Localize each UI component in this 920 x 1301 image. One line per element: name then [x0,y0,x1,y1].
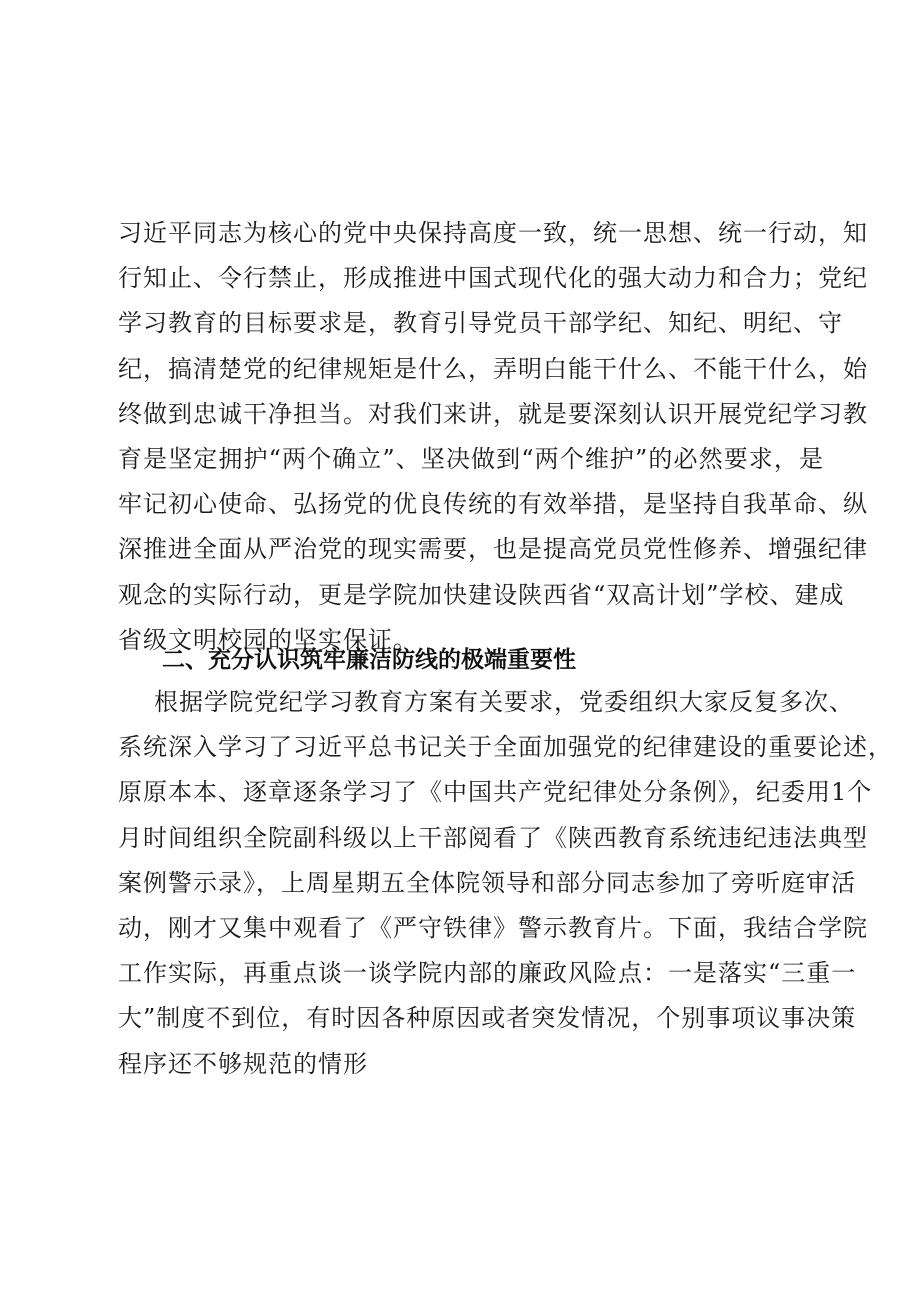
text-line: 行知止、令行禁止，形成推进中国式现代化的强大动力和合力；党纪 [118,264,868,293]
section-heading-block [118,637,824,683]
text-line: 大”制度不到位，有时因各种原因或者突发情况，个别事项议事决策 [118,1004,857,1033]
text-line: 根据学院党纪学习教育方案有关要求，党委组织大家反复多次、 [154,688,854,716]
text-line: 案例警示录》，上周星期五全体院领导和部分同志参加了旁听庭审活 [118,868,856,897]
text-line: 终做到忠诚干净担当。对我们来讲，就是要深刻认识开展党纪学习教 [118,399,868,428]
text-line: 习近平同志为核心的党中央保持高度一致，统一思想、统一行动，知 [118,219,868,247]
text-line: 动，刚才又集中观看了《严守铁律》警示教育片。下面，我结合学院 [118,913,868,942]
text-line: 观念的实际行动，更是学院加快建设陕西省“双高计划”学校、建成 [118,580,845,609]
paragraph-body [118,680,893,1087]
paragraph-continuation [118,211,868,663]
text-line: 学习教育的目标要求是，教育引导党员干部学纪、知纪、明纪、守 [118,309,843,338]
text-line: 纪，搞清楚党的纪律规矩是什么，弄明白能干什么、不能干什么，始 [118,354,868,383]
text-line: 牢记初心使命、弘扬党的优良传统的有效举措，是坚持自我革命、纵 [118,490,868,519]
text-line: 原原本本、逐章逐条学习了《中国共产党纪律处分条例》，纪委用1个 [118,778,873,807]
text-line: 深推进全面从严治党的现实需要，也是提高党员党性修养、增强纪律 [118,535,868,564]
text-line: 程序还不够规范的情形 [118,1049,368,1078]
section-heading: 二、充分认识筑牢廉洁防线的极端重要性 [162,647,576,673]
text-line: 省级文明校园的坚实保证。 [118,625,418,654]
text-line: 系统深入学习了习近平总书记关于全面加强党的纪律建设的重要论述， [118,733,893,762]
text-line: 育是坚定拥护“两个确立”、坚决做到“两个维护”的必然要求，是 [118,444,824,473]
text-line: 月时间组织全院副科级以上干部阅看了《陕西教育系统违纪违法典型 [118,823,868,852]
text-line: 工作实际，再重点谈一谈学院内部的廉政风险点：一是落实“三重一 [118,959,857,988]
